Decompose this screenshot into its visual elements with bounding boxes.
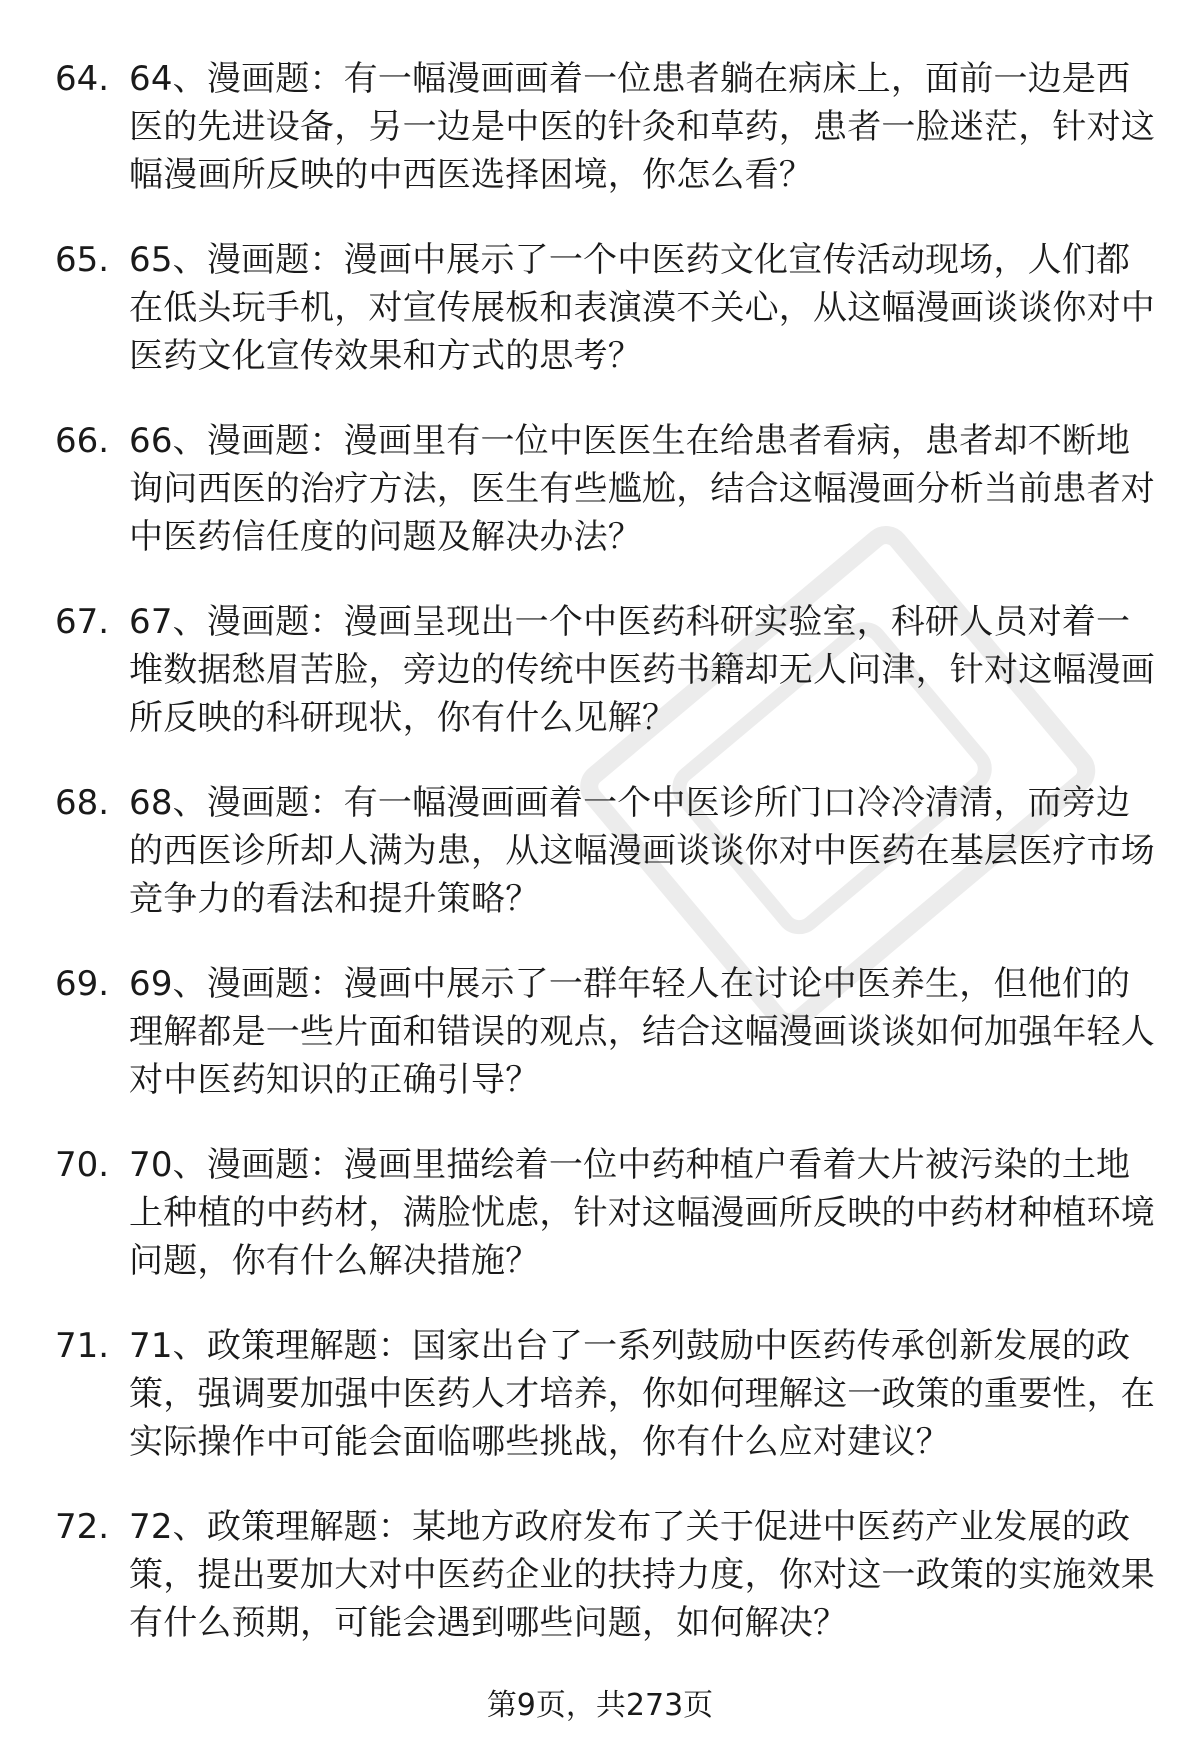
question-number: 64. bbox=[55, 59, 110, 99]
question-item bbox=[55, 598, 1155, 742]
question-item bbox=[55, 1322, 1155, 1466]
question-item bbox=[55, 55, 1155, 199]
question-item bbox=[55, 236, 1155, 380]
question-number: 66. bbox=[55, 421, 110, 461]
question-number: 68. bbox=[55, 783, 110, 823]
question-number: 69. bbox=[55, 964, 110, 1004]
question-number: 71. bbox=[55, 1326, 110, 1366]
question-item bbox=[55, 417, 1155, 561]
question-text: 65、漫画题：漫画中展示了一个中医药文化宣传活动现场，人们都在低头玩手机，对宣传展板和表演漠不关心，从这幅漫画谈谈你对中医药文化宣传效果和方式的思考？ bbox=[129, 240, 1155, 376]
question-text: 72、政策理解题：某地方政府发布了关于促进中医药产业发展的政策，提出要加大对中医药企业的扶持力度，你对这一政策的实施效果有什么预期，可能会遇到哪些问题，如何解决？ bbox=[129, 1507, 1155, 1643]
question-text: 69、漫画题：漫画中展示了一群年轻人在讨论中医养生，但他们的理解都是一些片面和错误的观点，结合这幅漫画谈谈如何加强年轻人对中医药知识的正确引导？ bbox=[129, 964, 1155, 1100]
question-number: 72. bbox=[55, 1507, 110, 1547]
question-text: 71、政策理解题：国家出台了一系列鼓励中医药传承创新发展的政策，强调要加强中医药人才培养，你如何理解这一政策的重要性，在实际操作中可能会面临哪些挑战，你有什么应对建议？ bbox=[129, 1326, 1155, 1462]
question-number: 70. bbox=[55, 1145, 110, 1185]
question-item bbox=[55, 1141, 1155, 1285]
question-item bbox=[55, 1503, 1155, 1647]
question-item bbox=[55, 779, 1155, 923]
question-text: 67、漫画题：漫画呈现出一个中医药科研实验室，科研人员对着一堆数据愁眉苦脸，旁边的传统中医药书籍却无人问津，针对这幅漫画所反映的科研现状，你有什么见解？ bbox=[129, 602, 1155, 738]
question-text: 66、漫画题：漫画里有一位中医医生在给患者看病，患者却不断地询问西医的治疗方法，医生有些尴尬，结合这幅漫画分析当前患者对中医药信任度的问题及解决办法？ bbox=[129, 421, 1155, 557]
question-item bbox=[55, 960, 1155, 1104]
question-list bbox=[55, 55, 1155, 1684]
question-number: 65. bbox=[55, 240, 110, 280]
question-text: 64、漫画题：有一幅漫画画着一位患者躺在病床上，面前一边是西医的先进设备，另一边是中医的针灸和草药，患者一脸迷茫，针对这幅漫画所反映的中西医选择困境，你怎么看？ bbox=[129, 59, 1155, 195]
page-footer: 第9页，共273页 bbox=[486, 1688, 714, 1723]
question-number: 67. bbox=[55, 602, 110, 642]
question-text: 70、漫画题：漫画里描绘着一位中药种植户看着大片被污染的土地上种植的中药材，满脸忧虑，针对这幅漫画所反映的中药材种植环境问题，你有什么解决措施？ bbox=[129, 1145, 1155, 1281]
question-text: 68、漫画题：有一幅漫画画着一个中医诊所门口冷冷清清，而旁边的西医诊所却人满为患，从这幅漫画谈谈你对中医药在基层医疗市场竞争力的看法和提升策略？ bbox=[129, 783, 1155, 919]
